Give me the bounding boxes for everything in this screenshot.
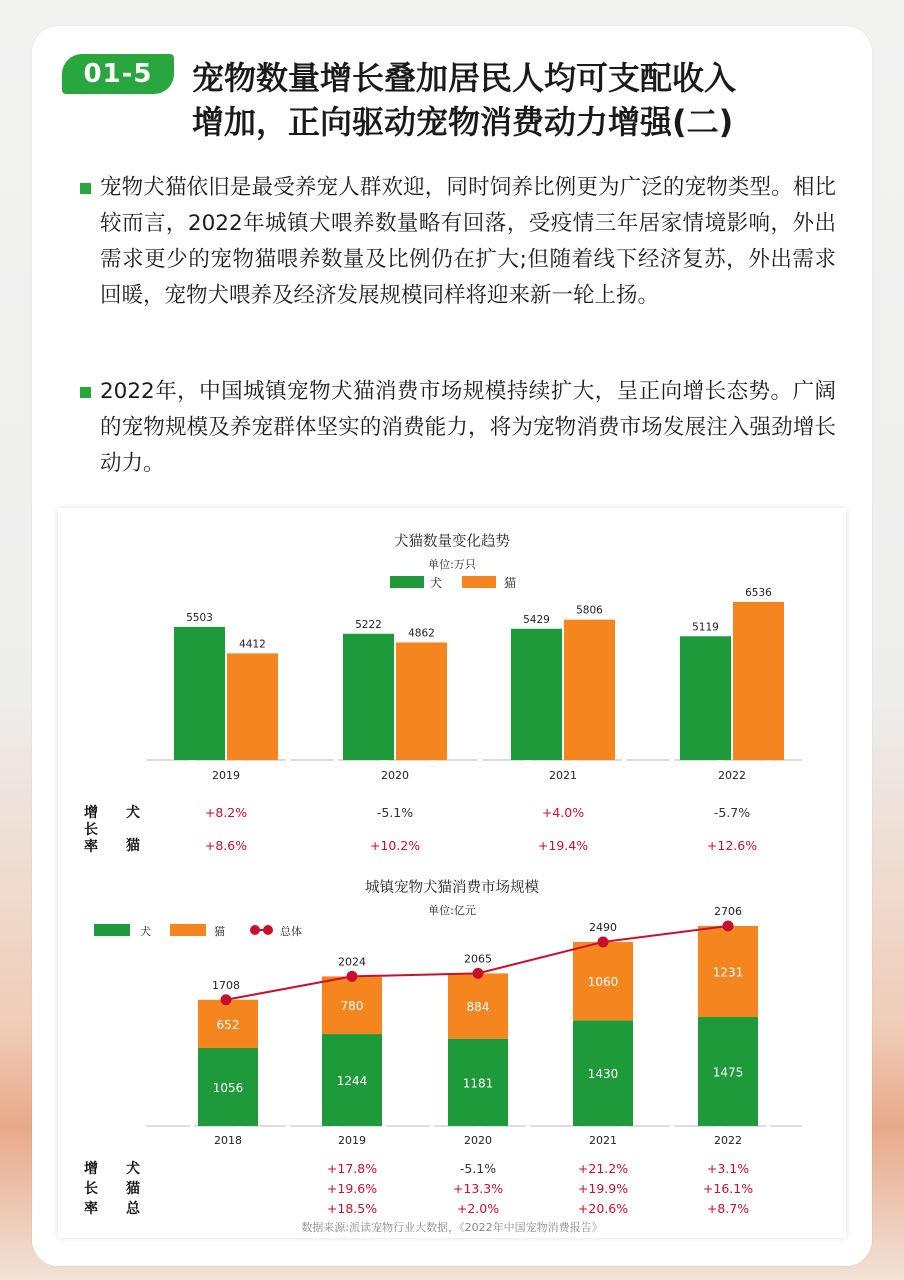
chart2-legend-cat-label: 猫 <box>214 925 225 938</box>
chart2-legend-dog-swatch <box>94 924 130 936</box>
chart2-growth-row-label: 总 <box>126 1201 140 1217</box>
chart2-x-tick: 2018 <box>214 1134 242 1147</box>
chart2-legend-dog-label: 犬 <box>140 925 151 938</box>
chart2-x-tick: 2019 <box>338 1134 366 1147</box>
chart2-legend-total-dot <box>263 925 273 935</box>
chart2-total-value: 2706 <box>714 905 742 918</box>
chart2-growth-value: +19.9% <box>577 1181 629 1196</box>
chart2-growth-label-char: 长 <box>84 1181 98 1197</box>
chart2-growth-row-label: 犬 <box>126 1161 140 1177</box>
chart1-bar-cat <box>227 653 278 760</box>
chart2-growth-label-char: 增 <box>84 1161 98 1177</box>
chart2-legend-total-label: 总体 <box>280 925 302 938</box>
chart2-total-value: 1708 <box>212 978 240 992</box>
chart2-total-point <box>723 921 734 932</box>
chart1-bar-value: 6536 <box>745 587 772 599</box>
chart2-growth-row-label: 猫 <box>126 1181 140 1197</box>
chart2-total-value: 2490 <box>589 920 617 934</box>
chart2-legend-total-dot <box>250 925 260 935</box>
chart1-growth-value: -5.1% <box>376 805 414 820</box>
chart1-growth-label-char: 率 <box>84 839 98 855</box>
chart1-x-tick: 2020 <box>381 769 409 782</box>
chart2-total-point <box>598 936 609 947</box>
paragraph-2-text: 2022年，中国城镇宠物犬猫消费市场规模持续扩大，呈正向增长态势。广阔的宠物规模及养宠群体坚实的消费能力，将为宠物消费市场发展注入强劲增长动力。 <box>100 379 836 476</box>
chart-panel <box>58 508 846 1238</box>
chart2-growth-value: -5.1% <box>459 1161 497 1176</box>
chart1-growth-value: +10.2% <box>369 838 421 853</box>
chart1-growth-row-label: 猫 <box>126 838 140 854</box>
chart2-total-point <box>347 971 358 982</box>
chart2-legend-cat-swatch <box>170 924 206 936</box>
chart1-bar-value: 5119 <box>692 621 719 634</box>
chart1-growth-label-char: 长 <box>84 822 98 838</box>
chart1-bar-value: 5503 <box>186 611 213 624</box>
chart1-bar-value: 5806 <box>576 604 603 617</box>
chart2-bar-cat-value: 1060 <box>587 975 619 990</box>
chart2-x-tick: 2021 <box>589 1134 617 1147</box>
chart2-growth-value: +17.8% <box>326 1161 378 1176</box>
chart1-x-tick: 2021 <box>549 769 577 782</box>
chart1-bar-cat <box>396 642 447 760</box>
paragraph-1-text: 宠物犬猫依旧是最受养宠人群欢迎，同时饲养比例更为广泛的宠物类型。相比较而言，2022年城镇犬喂养数量略有回落，受疫情三年居家情境影响，外出需求更少的宠物猫喂养数量及比例仍在扩大;但随着线下经济复苏，外出需求回暖，宠物犬喂养及经济发展规模同样将迎来新一轮上扬。 <box>100 175 836 308</box>
chart2-growth-value: +3.1% <box>706 1161 750 1176</box>
chart2-title: 城镇宠物犬猫消费市场规模 <box>365 880 539 896</box>
charts-svg <box>58 508 846 1238</box>
chart2-total-value: 2065 <box>464 952 492 966</box>
chart1-title: 犬猫数量变化趋势 <box>394 534 510 550</box>
chart1-bar-dog <box>343 634 394 760</box>
chart2-growth-label-char: 率 <box>84 1201 98 1217</box>
chart1-legend-dog-swatch <box>390 576 424 588</box>
chart1-bar-value: 4862 <box>408 627 435 640</box>
chart2-bar-dog-value: 1181 <box>462 1076 494 1091</box>
bullet-icon <box>80 183 91 194</box>
chart1-growth-value: +12.6% <box>706 838 758 853</box>
chart2-growth-value: +13.3% <box>452 1181 504 1196</box>
chart1-legend-cat-label: 猫 <box>504 576 517 590</box>
paragraph-2 <box>80 374 836 482</box>
chart1-bar-cat <box>733 602 784 760</box>
source-note: 数据来源:派读宠物行业大数据，《2022年中国宠物消费报告》 <box>301 1221 603 1234</box>
chart1-bar-value: 4412 <box>239 638 266 651</box>
chart2-x-tick: 2022 <box>714 1134 742 1147</box>
chart1-growth-value: +19.4% <box>537 838 589 853</box>
chart1-legend-cat-swatch <box>462 576 496 588</box>
chart2-bar-cat-value: 780 <box>340 999 364 1014</box>
chart2-bar-cat-value: 1231 <box>712 965 744 980</box>
paragraph-1 <box>80 170 836 314</box>
chart2-total-point <box>473 968 484 979</box>
chart2-growth-value: +20.6% <box>577 1201 629 1216</box>
chart2-bar-cat-value: 884 <box>466 1000 490 1015</box>
chart2-bar-cat-value: 652 <box>216 1017 240 1032</box>
chart2-growth-value: +19.6% <box>326 1181 378 1196</box>
bullet-icon <box>80 387 91 398</box>
chart1-growth-value: -5.7% <box>713 805 751 820</box>
chart2-bar-dog-value: 1475 <box>712 1065 744 1080</box>
chart2-x-tick: 2020 <box>464 1134 492 1147</box>
chart1-bar-dog <box>511 629 562 760</box>
chart1-growth-value: +8.6% <box>204 838 248 853</box>
chart2-total-value: 2024 <box>338 955 366 969</box>
chart1-bar-value: 5222 <box>355 618 382 631</box>
chart2-growth-value: +21.2% <box>577 1161 629 1176</box>
chart1-growth-label-char: 增 <box>84 805 98 821</box>
page-title <box>192 56 832 144</box>
chart1-x-tick: 2022 <box>718 769 746 782</box>
chart2-growth-value: +2.0% <box>456 1201 500 1216</box>
chart1-unit: 单位:万只 <box>428 558 476 571</box>
chart1-x-tick: 2019 <box>212 769 240 782</box>
chart2-growth-value: +16.1% <box>702 1181 754 1196</box>
chart1-growth-value: +8.2% <box>204 805 248 820</box>
chart2-growth-value: +18.5% <box>326 1201 378 1216</box>
chart1-bar-dog <box>174 627 225 760</box>
chart2-bar-dog-value: 1430 <box>587 1067 619 1082</box>
chart1-growth-value: +4.0% <box>541 805 585 820</box>
chart2-growth-value: +8.7% <box>706 1201 750 1216</box>
chart1-bar-cat <box>564 620 615 760</box>
title-line-1: 宠物数量增长叠加居民人均可支配收入 <box>192 59 737 97</box>
chart1-legend-dog-label: 犬 <box>430 576 443 590</box>
section-badge: 01-5 <box>62 54 174 94</box>
chart2-bar-dog-value: 1244 <box>336 1074 368 1089</box>
chart2-total-point <box>221 994 232 1005</box>
title-line-2: 增加，正向驱动宠物消费动力增强(二) <box>192 103 734 141</box>
chart1-bar-value: 5429 <box>523 613 550 626</box>
chart2-bar-dog-value: 1056 <box>212 1080 244 1095</box>
chart1-bar-dog <box>680 636 731 760</box>
chart1-growth-row-label: 犬 <box>126 805 140 821</box>
chart2-unit: 单位:亿元 <box>428 904 476 917</box>
